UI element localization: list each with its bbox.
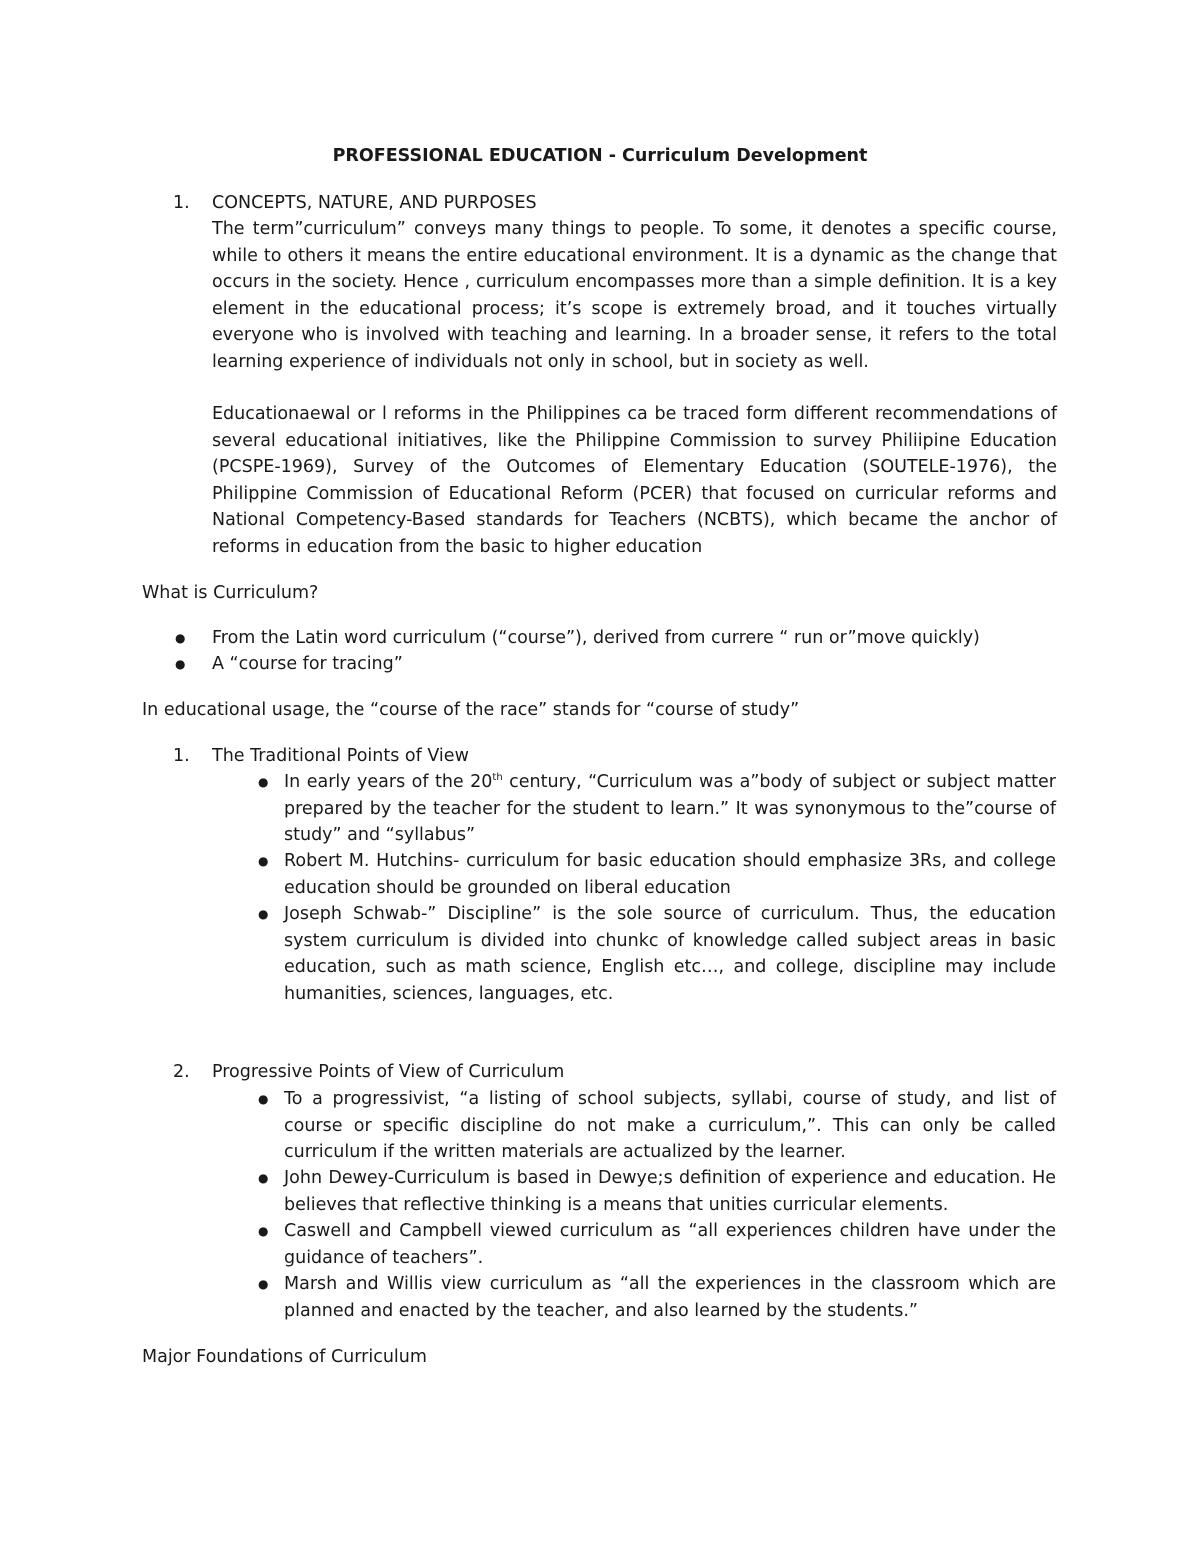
page-title: PROFESSIONAL EDUCATION - Curriculum Development bbox=[332, 146, 868, 166]
superscript: th bbox=[492, 772, 503, 784]
list-item: Caswell and Campbell viewed curriculum as “all experiences children have under the guidance of teachers”. bbox=[284, 1221, 1056, 1268]
bullet-text: In early years of the 20 bbox=[284, 772, 493, 792]
concepts-paragraph: The term”curriculum” conveys many things to people. To some, it denotes a specific course, while to others it means the entire educational environment. It is a dynamic as the change that occurs in the society. Hence , curriculum encompasses more than a simple definition. It is a key element in the educational process; it’s scope is extremely broad, and it touches virtually everyone who is involved with teaching and learning. In a broader sense, it refers to the total learning experience of individuals not only in school, but in society as well. bbox=[212, 219, 1057, 372]
bullet-icon: ● bbox=[258, 1092, 269, 1106]
list-item: Joseph Schwab-” Discipline” is the sole source of curriculum. Thus, the education system curriculum is divided into chunkc of knowledge called subject areas in basic education, such as math science, English etc…, and college, discipline may include humanities, sciences, languages, etc. bbox=[284, 904, 1056, 1004]
list-item: Marsh and Willis view curriculum as “all the experiences in the classroom which are planned and enacted by the teacher, and also learned by the students.” bbox=[284, 1274, 1056, 1321]
bullet-icon: ● bbox=[258, 775, 269, 789]
what-is-curriculum-heading: What is Curriculum? bbox=[142, 583, 319, 603]
list-item: John Dewey-Curriculum is based in Dewye;s definition of experience and education. He believes that reflective thinking is a means that unities curricular elements. bbox=[284, 1168, 1056, 1215]
bullet-icon: ● bbox=[258, 907, 269, 921]
bullet-icon: ● bbox=[175, 657, 186, 671]
bullet-icon: ● bbox=[258, 854, 269, 868]
reforms-paragraph: Educationaewal or l reforms in the Philippines ca be traced form different recommendations of several educational initiatives, like the Philippine Commission to survey Philiipine Education (PCSPE-1969), Survey of the Outcomes of Elementary Education (SOUTELE-1976), the Philippine Commission of Educational Reform (PCER) that focused on curricular reforms and National Competency-Based standards for Teachers (NCBTS), which became the anchor of reforms in education from the basic to higher education bbox=[212, 404, 1057, 557]
progressive-heading: Progressive Points of View of Curriculum bbox=[212, 1062, 565, 1082]
section-1-number: 1. bbox=[173, 193, 190, 213]
foundations-heading: Major Foundations of Curriculum bbox=[142, 1347, 427, 1367]
list-item bbox=[284, 769, 1056, 849]
bullet-icon: ● bbox=[258, 1277, 269, 1291]
usage-line: In educational usage, the “course of the race” stands for “course of study” bbox=[142, 700, 800, 720]
list-item: To a progressivist, “a listing of school subjects, syllabi, course of study, and list of course or specific discipline do not make a curriculum,”. This can only be called curriculum if the written materials are actualized by the learner. bbox=[284, 1089, 1056, 1162]
progressive-number: 2. bbox=[173, 1062, 190, 1082]
bullet-icon: ● bbox=[258, 1171, 269, 1185]
list-item: Robert M. Hutchins- curriculum for basic education should emphasize 3Rs, and college education should be grounded on liberal education bbox=[284, 851, 1056, 898]
bullet-text: century, “Curriculum was a”body of subject or subject matter prepared by the teacher for the student to learn.” It was synonymous to the”course of study” and “syllabus” bbox=[284, 772, 1056, 845]
bullet-icon: ● bbox=[175, 631, 186, 645]
list-item: A “course for tracing” bbox=[212, 654, 403, 674]
list-item: From the Latin word curriculum (“course”), derived from currere “ run or”move quickly) bbox=[212, 628, 980, 648]
traditional-number: 1. bbox=[173, 746, 190, 766]
bullet-icon: ● bbox=[258, 1224, 269, 1238]
traditional-heading: The Traditional Points of View bbox=[212, 746, 469, 766]
section-1-heading: CONCEPTS, NATURE, AND PURPOSES bbox=[212, 193, 537, 213]
